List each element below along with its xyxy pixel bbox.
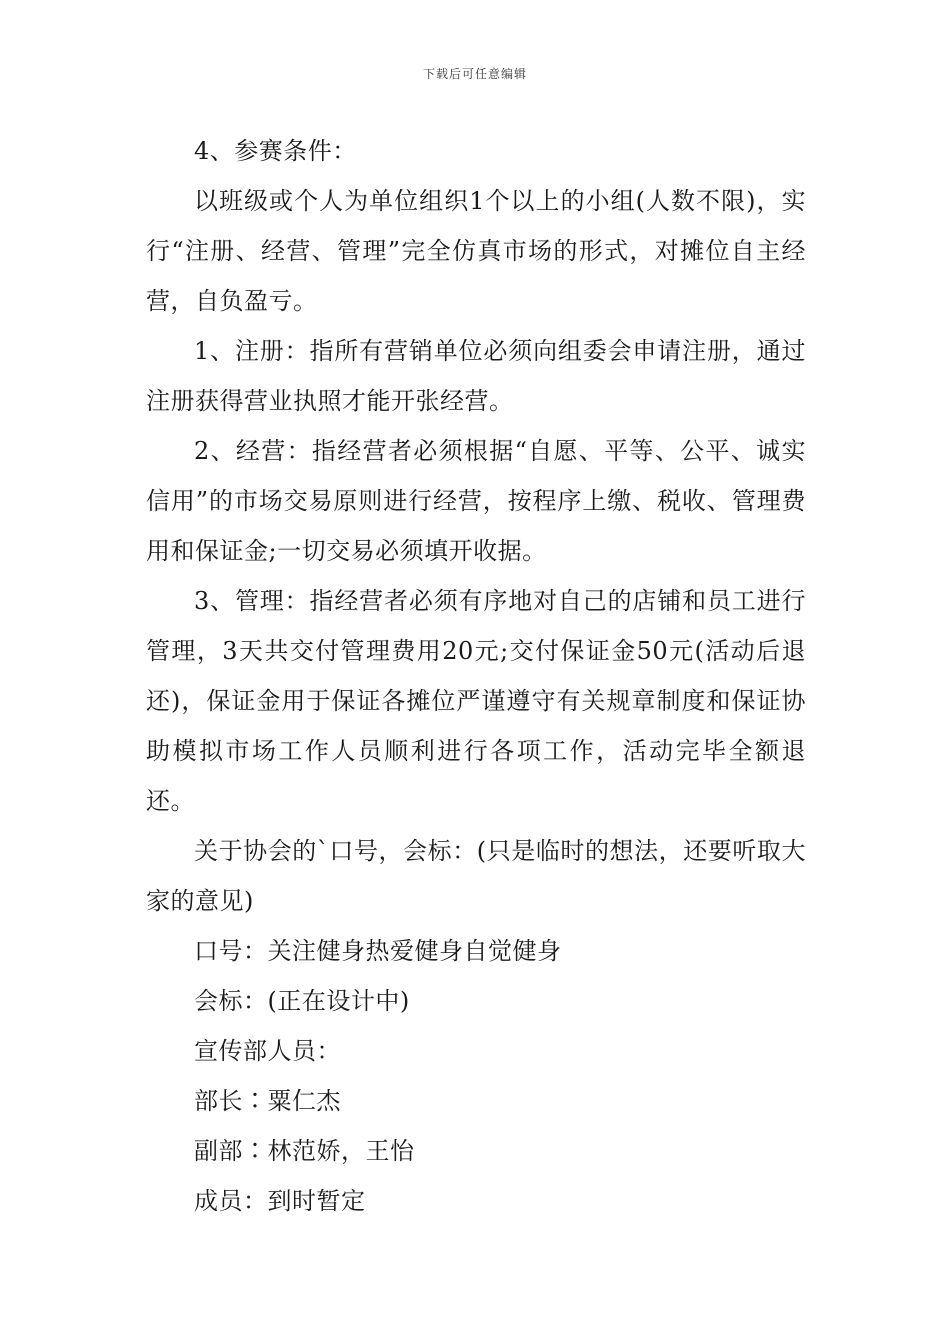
paragraph-entry-conditions: 以班级或个人为单位组织1个以上的小组(人数不限)，实行“注册、经营、管理”完全仿真市场的形式，对摊位自主经营，自负盈亏。 — [146, 187, 806, 315]
paragraph-slogan: 口号：关注健身热爱健身自觉健身 — [194, 937, 562, 965]
paragraph-members: 成员：到时暂定 — [194, 1187, 366, 1215]
paragraph-logo: 会标：(正在设计中) — [194, 987, 410, 1015]
body-text — [146, 126, 806, 1226]
paragraph-publicity-staff: 宣传部人员： — [194, 1037, 341, 1065]
paragraph-registration: 1、注册：指所有营销单位必须向组委会申请注册，通过注册获得营业执照才能开张经营。 — [146, 337, 806, 415]
paragraph-operation: 2、经营：指经营者必须根据“自愿、平等、公平、诚实信用”的市场交易原则进行经营，按程序上缴、税收、管理费用和保证金;一切交易必须填开收据。 — [146, 437, 806, 565]
paragraph-slogan-logo-intro: 关于协会的`口号，会标：(只是临时的想法，还要听取大家的意见) — [146, 837, 806, 915]
header-note: 下载后可任意编辑 — [422, 67, 527, 81]
paragraph-vice-minister: 副部∶林范娇，王怡 — [194, 1137, 415, 1165]
paragraph-entry-conditions-heading: 4、参赛条件： — [194, 137, 357, 165]
paragraph-management: 3、管理：指经营者必须有序地对自己的店铺和员工进行管理，3天共交付管理费用20元;交付保证金50元(活动后退还)，保证金用于保证各摊位严谨遵守有关规章制度和保证协助模拟市场工作人员顺利进行各项工作，活动完毕全额退还。 — [146, 587, 806, 815]
paragraph-minister: 部长∶粟仁杰 — [194, 1087, 341, 1115]
